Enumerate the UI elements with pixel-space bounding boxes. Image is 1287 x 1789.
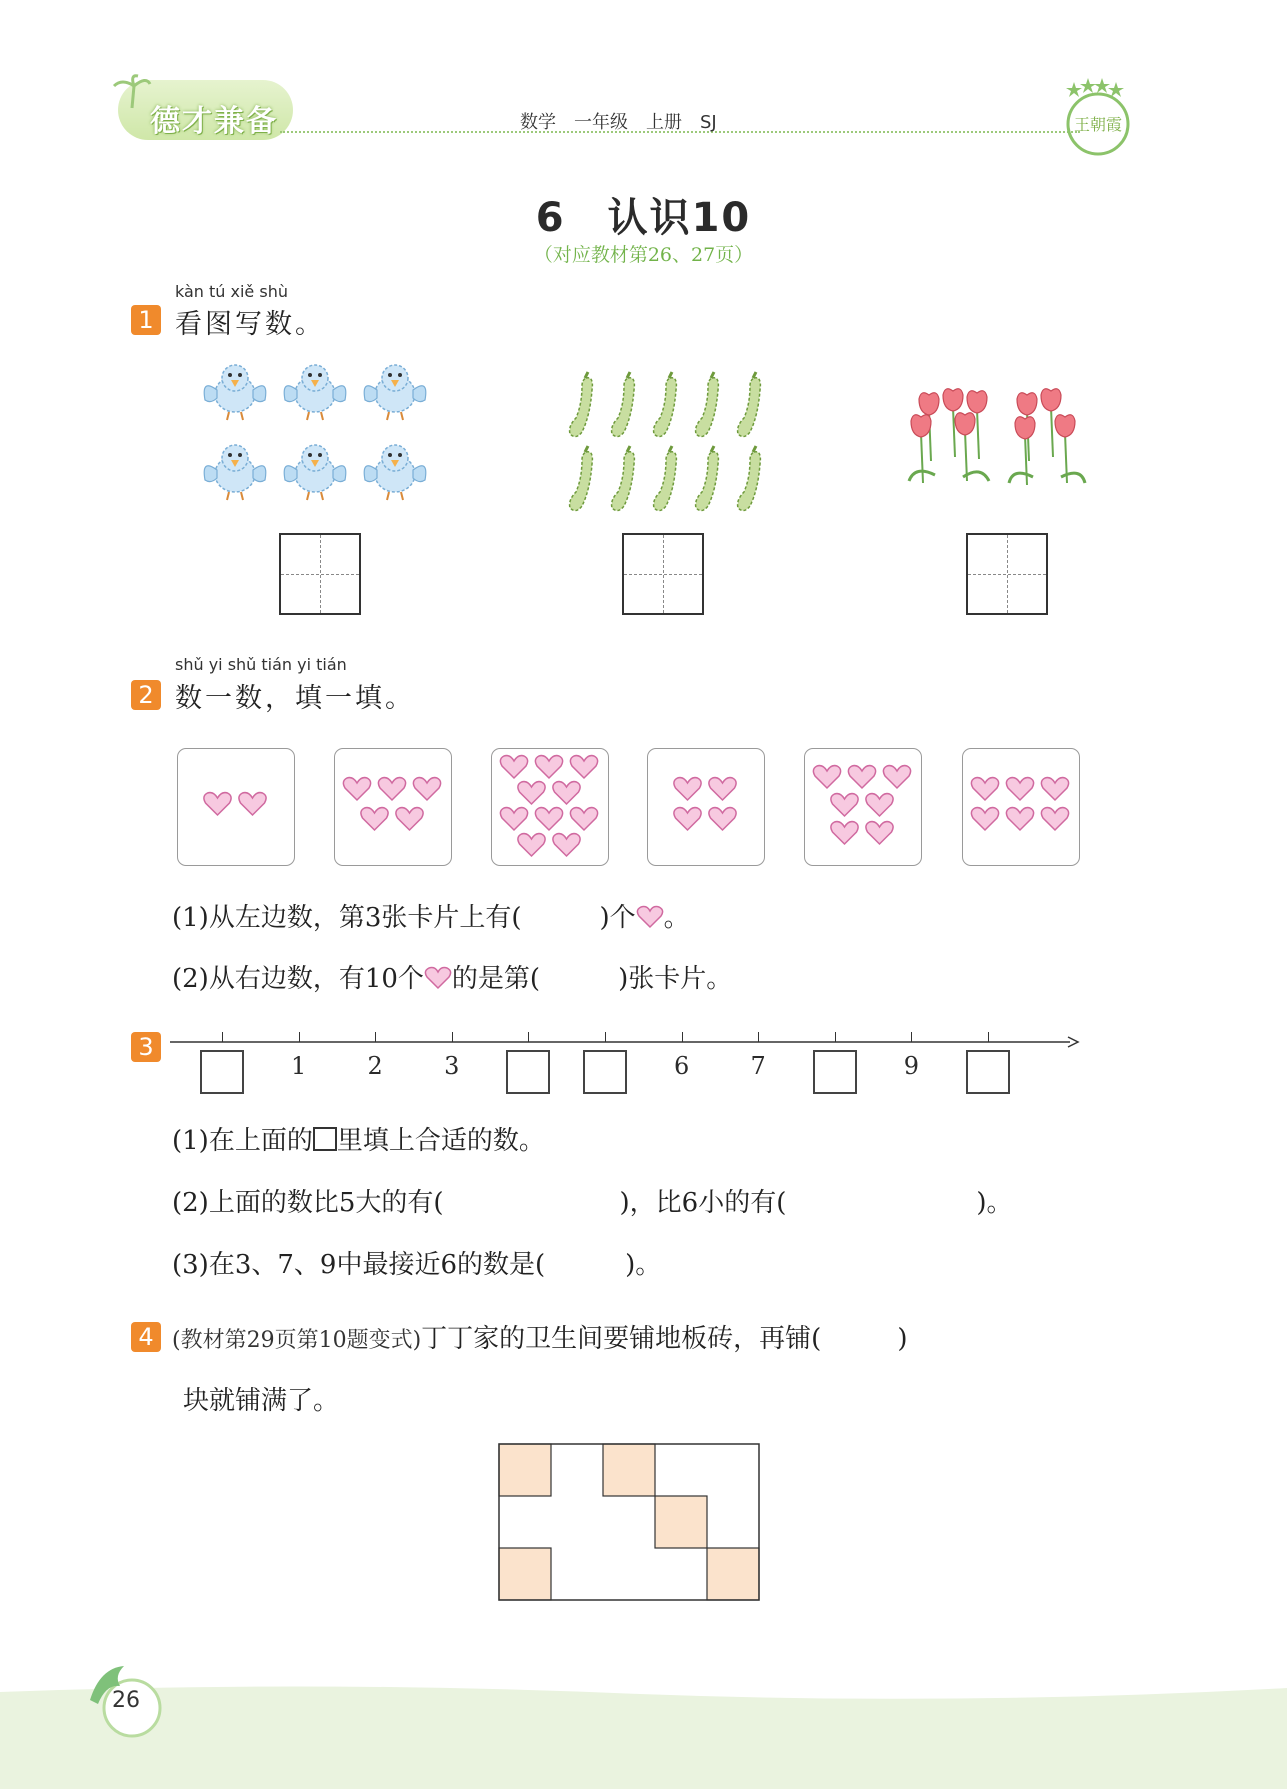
number-line-answer-box[interactable] bbox=[813, 1050, 857, 1094]
heart-icon bbox=[204, 793, 231, 815]
heart-icon bbox=[831, 822, 858, 844]
number-line-tick bbox=[299, 1032, 300, 1042]
bathroom-floor-grid bbox=[497, 1442, 761, 1602]
cucumber-icon bbox=[570, 446, 593, 511]
q2-sub2-text-a: (2)从右边数，有10个 bbox=[172, 964, 424, 994]
q1-number-badge: 1 bbox=[131, 305, 161, 335]
number-line-tick bbox=[452, 1032, 453, 1042]
cucumber-icon bbox=[738, 446, 761, 511]
q3-sub2-text-c: )。 bbox=[976, 1188, 1013, 1218]
number-line-label: 3 bbox=[444, 1052, 460, 1080]
bird-icon bbox=[204, 445, 266, 500]
heart-icon bbox=[553, 782, 580, 804]
heart-card bbox=[962, 748, 1080, 866]
number-line-tick bbox=[222, 1032, 223, 1042]
heart-icon bbox=[535, 808, 562, 830]
teacher-seal-icon bbox=[1062, 78, 1134, 158]
q4-text-c: 块就铺满了。 bbox=[183, 1386, 340, 1416]
q2-sub2 bbox=[172, 958, 732, 995]
cucumber-icon bbox=[696, 446, 719, 511]
heart-icon bbox=[709, 808, 736, 830]
number-line-tick bbox=[835, 1032, 836, 1042]
number-line-label: 6 bbox=[673, 1052, 690, 1080]
bird-icon bbox=[364, 365, 426, 420]
q4-text-a: 丁丁家的卫生间要铺地板砖，再铺( bbox=[421, 1324, 822, 1354]
heart-icon bbox=[413, 778, 440, 800]
heart-icon bbox=[831, 794, 858, 816]
heart-icon bbox=[674, 808, 701, 830]
number-line-tick bbox=[375, 1032, 376, 1042]
q1-answer-box-birds[interactable] bbox=[279, 533, 361, 615]
heart-icon bbox=[883, 766, 910, 788]
tulips-picture bbox=[905, 385, 1105, 510]
q4-line1 bbox=[172, 1318, 907, 1355]
tulip-icon bbox=[955, 413, 975, 481]
q2-pinyin: shǔ yi shǔ tián yi tián bbox=[175, 655, 347, 674]
lesson-title: 6 认识10 bbox=[535, 195, 752, 241]
number-line-tick bbox=[682, 1032, 683, 1042]
heart-icon bbox=[424, 966, 452, 990]
q1-pinyin: kàn tú xiě shù bbox=[175, 282, 288, 301]
q1-answer-box-cucumbers[interactable] bbox=[622, 533, 704, 615]
heart-icon bbox=[378, 778, 405, 800]
heart-icon bbox=[500, 756, 527, 778]
floor-tile bbox=[499, 1548, 551, 1600]
brand-logo-text: 德才兼备 bbox=[150, 104, 278, 139]
number-line-label: 7 bbox=[750, 1052, 766, 1080]
number-line-tick bbox=[988, 1032, 989, 1042]
heart-icon bbox=[866, 822, 893, 844]
number-line-label: 9 bbox=[903, 1052, 920, 1080]
q3-sub1-text-b: 里填上合适的数。 bbox=[336, 1126, 545, 1156]
heart-icon bbox=[1006, 778, 1033, 800]
q3-sub2-text-b: )，比6小的有( bbox=[619, 1188, 787, 1218]
textbook-reference: （对应教材第26、27页） bbox=[533, 244, 754, 266]
q3-sub2 bbox=[172, 1182, 1013, 1219]
heart-icon bbox=[674, 778, 701, 800]
number-line-tick bbox=[911, 1032, 912, 1042]
heart-icon bbox=[500, 808, 527, 830]
heart-icon bbox=[361, 808, 388, 830]
q3-sub1-text-a: (1)在上面的 bbox=[172, 1126, 313, 1156]
heart-icon bbox=[343, 778, 370, 800]
cucumber-icon bbox=[696, 372, 719, 437]
q3-sub3-text-a: (3)在3、7、9中最接近6的数是( bbox=[172, 1250, 546, 1280]
q2-title: 数一数，填一填。 bbox=[175, 683, 415, 714]
q4-text-b: ) bbox=[897, 1324, 908, 1354]
palm-tree-icon bbox=[112, 74, 152, 110]
heart-icon bbox=[570, 808, 597, 830]
bird-icon bbox=[204, 365, 266, 420]
q1-title: 看图写数。 bbox=[175, 309, 325, 340]
q2-sub2-text-b: 的是第( bbox=[451, 964, 541, 994]
q2-sub1 bbox=[172, 897, 690, 934]
q4-number-badge: 4 bbox=[131, 1322, 161, 1352]
heart-icon bbox=[239, 793, 266, 815]
heart-card bbox=[177, 748, 295, 866]
heart-icon bbox=[570, 756, 597, 778]
cucumber-icon bbox=[738, 372, 761, 437]
number-line-tick bbox=[605, 1032, 606, 1042]
q1-answer-box-tulips[interactable] bbox=[966, 533, 1048, 615]
floor-tile bbox=[499, 1444, 551, 1496]
heart-icon bbox=[518, 782, 545, 804]
heart-card bbox=[647, 748, 765, 866]
bird-icon bbox=[284, 445, 346, 500]
cucumber-icon bbox=[612, 446, 635, 511]
q2-sub1-text-b: )个 bbox=[599, 903, 636, 933]
number-line-tick bbox=[758, 1032, 759, 1042]
number-line-answer-box[interactable] bbox=[506, 1050, 550, 1094]
bird-icon bbox=[364, 445, 426, 500]
number-line-label: 2 bbox=[367, 1052, 383, 1080]
number-line-answer-box[interactable] bbox=[583, 1050, 627, 1094]
number-line-tick bbox=[528, 1032, 529, 1042]
heart-icon bbox=[1041, 808, 1068, 830]
small-square-icon bbox=[313, 1127, 337, 1151]
floor-tile bbox=[655, 1496, 707, 1548]
svg-text:王朝霞: 王朝霞 bbox=[1073, 115, 1123, 134]
q2-number-badge: 2 bbox=[131, 680, 161, 710]
q3-number-badge: 3 bbox=[131, 1032, 161, 1062]
floor-tile bbox=[707, 1548, 759, 1600]
q3-sub3 bbox=[172, 1244, 661, 1281]
heart-icon bbox=[1041, 778, 1068, 800]
heart-icon bbox=[971, 808, 998, 830]
heart-icon bbox=[971, 778, 998, 800]
heart-card bbox=[334, 748, 452, 866]
heart-icon bbox=[813, 766, 840, 788]
heart-icon bbox=[1006, 808, 1033, 830]
q2-sub2-text-c: )张卡片。 bbox=[618, 964, 733, 994]
bird-icon bbox=[284, 365, 346, 420]
heart-icon bbox=[848, 766, 875, 788]
heart-icon bbox=[553, 834, 580, 856]
cucumber-icon bbox=[654, 446, 677, 511]
q3-sub2-text-a: (2)上面的数比5大的有( bbox=[172, 1188, 444, 1218]
heart-icon bbox=[636, 905, 664, 929]
cucumber-icon bbox=[654, 372, 677, 437]
footer-decoration bbox=[0, 1680, 1287, 1789]
q2-sub1-text-a: (1)从左边数，第3张卡片上有( bbox=[172, 903, 522, 933]
q2-sub1-text-c: 。 bbox=[663, 903, 690, 933]
cucumber-icon bbox=[570, 372, 593, 437]
birds-picture bbox=[195, 355, 445, 520]
q3-sub1 bbox=[172, 1120, 545, 1157]
floor-tile bbox=[603, 1444, 655, 1496]
heart-card bbox=[804, 748, 922, 866]
cucumbers-picture bbox=[560, 370, 780, 515]
header-subject: 数学 一年级 上册 SJ bbox=[520, 112, 717, 133]
q3-sub3-text-b: )。 bbox=[625, 1250, 662, 1280]
cucumber-icon bbox=[612, 372, 635, 437]
number-line-answer-box[interactable] bbox=[200, 1050, 244, 1094]
number-line-answer-box[interactable] bbox=[966, 1050, 1010, 1094]
q4-source: (教材第29页第10题变式) bbox=[172, 1328, 422, 1353]
heart-icon bbox=[866, 794, 893, 816]
heart-icon bbox=[518, 834, 545, 856]
number-line-label: 1 bbox=[290, 1052, 307, 1080]
heart-icon bbox=[709, 778, 736, 800]
heart-icon bbox=[396, 808, 423, 830]
page-number: 26 bbox=[112, 1688, 140, 1713]
heart-icon bbox=[535, 756, 562, 778]
heart-card bbox=[491, 748, 609, 866]
